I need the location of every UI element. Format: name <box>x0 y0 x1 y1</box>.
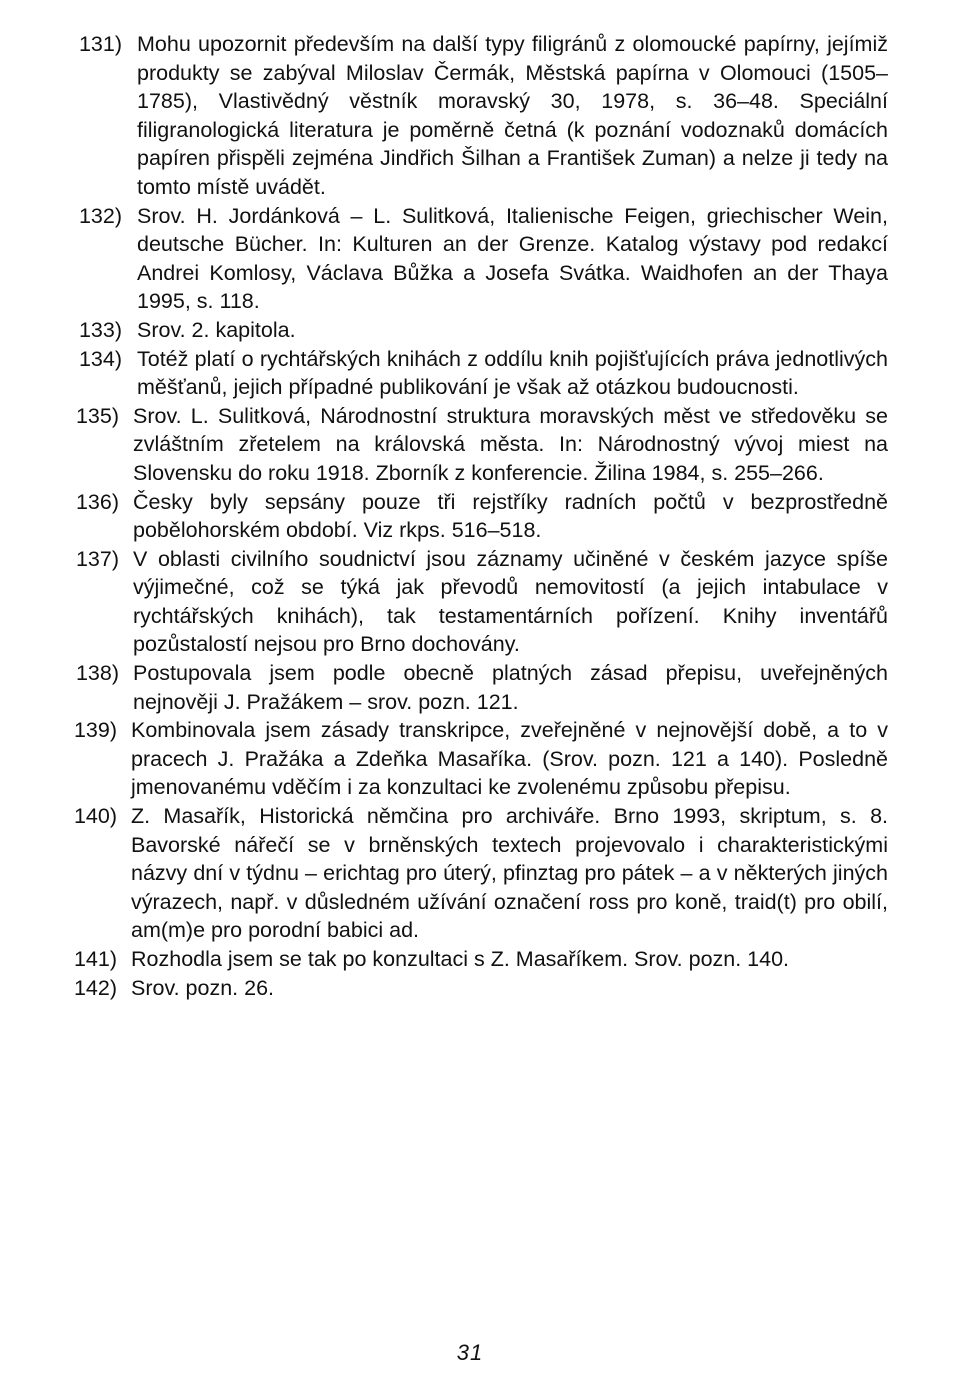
footnote-number: 138) <box>75 661 119 686</box>
footnote-137 <box>0 545 960 659</box>
footnotes-list <box>0 30 960 1002</box>
footnote-number: 134) <box>78 346 122 371</box>
footnote-141 <box>0 945 960 974</box>
footnote-number: 141) <box>73 947 117 971</box>
footnote-133 <box>0 316 960 345</box>
footnote-number: 135) <box>75 403 119 428</box>
footnote-text: V oblasti civilního soudnictví jsou záznamy učiněné v českém jazyce spíše výjimečné, což se týká jak převodů nemovitostí (a jejich intabulace v rychtářských knihách), tak testamentárních pořízení. Knihy inventářů pozůstalostí nejsou pro Brno dochovány. <box>133 546 888 657</box>
footnote-number: 140) <box>73 804 117 829</box>
footnote-text: Srov. L. Sulitková, Národnostní struktura moravských měst ve středověku se zvláštním zřetelem na královská města. In: Národnostný vývoj miest na Slovensku do roku 1918. Zborník z konferencie. Žilina 1984, s. 255–266. <box>133 403 888 485</box>
footnote-135 <box>0 402 960 488</box>
footnote-text: Česky byly sepsány pouze tři rejstříky radních počtů v bezprostředně pobělohorském období. Viz rkps. 516–518. <box>133 489 888 543</box>
footnote-text: Srov. pozn. 26. <box>131 975 275 1000</box>
footnote-140 <box>0 802 960 945</box>
footnote-131 <box>0 30 960 202</box>
footnote-text: Mohu upozornit především na další typy filigránů z olomoucké papírny, jejímiž produkty se zabýval Miloslav Čermák, Městská papírna v Olomouci (1505–1785), Vlastivědný věstník moravský 30, 1978, s. 36–48. Speciální filigranologická literatura je poměrně četná (k poznání vodoznaků domácích papíren přispěli zejména Jindřich Šilhan a František Zuman) a nelze ji tedy na tomto místě uvádět. <box>137 32 888 199</box>
footnote-text: Srov. H. Jordánková – L. Sulitková, Italienische Feigen, griechischer Wein, deutsche Bücher. In: Kulturen an der Grenze. Katalog výstavy pod redakcí Andrei Komlosy, Václava Bůžka a Josefa Svátka. Waidhofen an der Thaya 1995, s. 118. <box>137 203 888 314</box>
footnote-number: 136) <box>75 489 119 514</box>
footnote-138 <box>0 659 960 716</box>
footnote-number: 142) <box>73 975 117 1000</box>
footnote-136 <box>0 488 960 545</box>
footnote-text: Postupovala jsem podle obecně platných zásad přepisu, uveřejněných nejnověji J. Pražákem – srov. pozn. 121. <box>133 661 888 714</box>
footnote-text: Totéž platí o rychtářských knihách z oddílu knih pojišťujících práva jednotlivých měšťanů, jejich případné publikování je však až otázkou budoucnosti. <box>137 346 888 400</box>
page-number: 31 <box>456 1340 484 1365</box>
footnote-text: Rozhodla jsem se tak po konzultaci s Z. Masaříkem. Srov. pozn. 140. <box>131 947 790 971</box>
footnote-142 <box>0 974 960 1003</box>
footnote-number: 137) <box>75 546 119 571</box>
footnote-text: Srov. 2. kapitola. <box>137 317 296 342</box>
footnote-number: 139) <box>73 718 117 743</box>
footnote-139 <box>0 716 960 802</box>
footnote-132 <box>0 202 960 316</box>
footnote-number: 132) <box>78 203 122 228</box>
footnote-134 <box>0 345 960 402</box>
footnote-number: 133) <box>78 317 122 342</box>
footnote-text: Kombinovala jsem zásady transkripce, zveřejněné v nejnovější době, a to v pracech J. Pražáka a Zdeňka Masaříka. (Srov. pozn. 121 a 140). Posledně jmenovanému vděčím i za konzultaci ke zvolenému způsobu přepisu. <box>131 718 888 800</box>
footnote-number: 131) <box>78 32 122 56</box>
footnote-text: Z. Masařík, Historická němčina pro archiváře. Brno 1993, skriptum, s. 8. Bavorské nářečí se v brněnských textech projevovalo i charakteristickými názvy dní v týdnu – erichtag pro úterý, pfinztag pro pátek – a v některých jiných výrazech, např. v důsledném užívání označení ross pro koně, traid(t) pro obilí, am(m)e pro porodní babici ad. <box>131 804 888 943</box>
